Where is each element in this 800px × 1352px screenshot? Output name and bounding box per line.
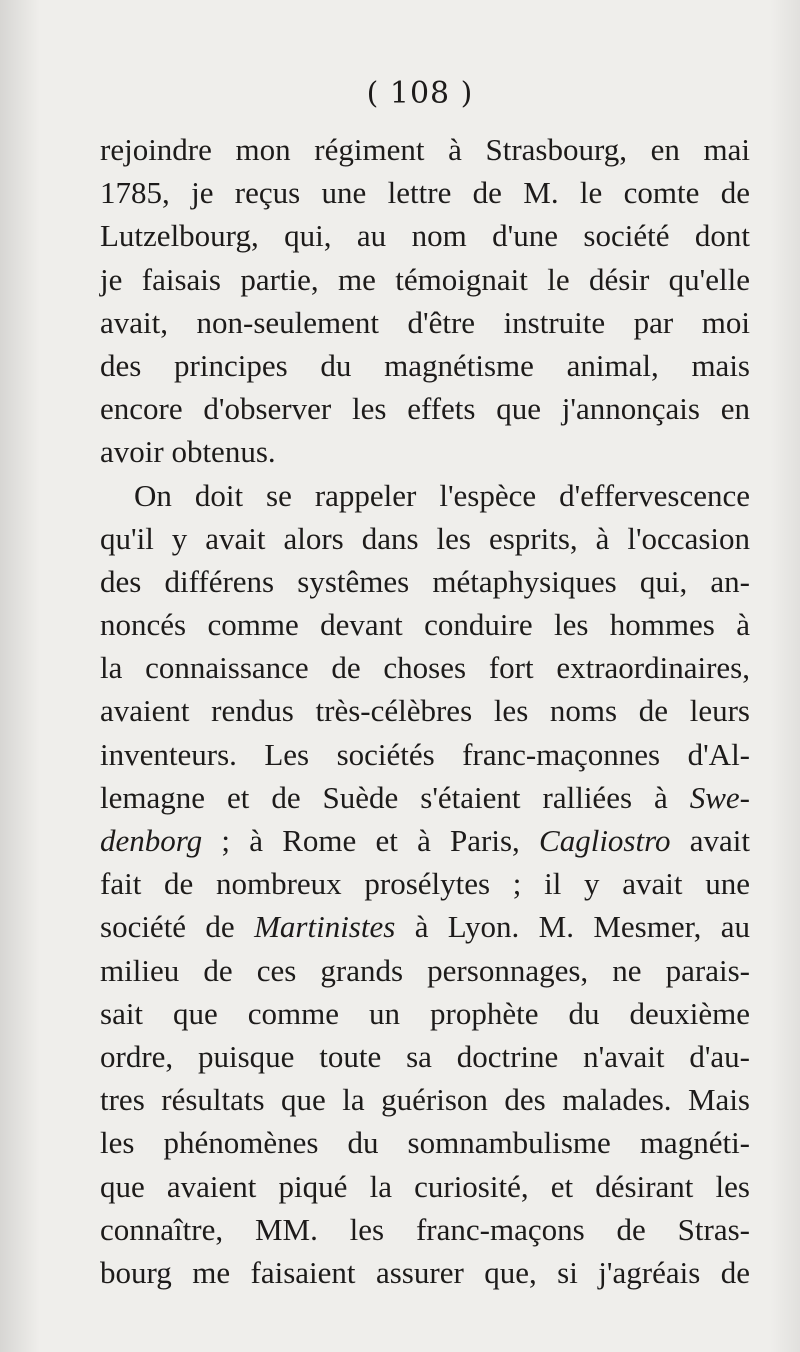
italic-name: Cagliostro	[539, 823, 671, 858]
text-line: 1785, je reçus une lettre de M. le comte de	[100, 175, 750, 211]
text-line: que avaient piqué la curiosité, et désirant les	[100, 1168, 750, 1204]
page-number: ( 108 )	[366, 76, 474, 111]
text-line: ordre, puisque toute sa doctrine n'avait d'au-	[100, 1038, 750, 1074]
text-line: fait de nombreux prosélytes ; il y avait une	[100, 866, 750, 902]
text-line: connaître, MM. les franc-maçons de Stras-	[100, 1211, 750, 1247]
body-text	[100, 128, 750, 1294]
text-line: je faisais partie, me témoignait le désir qu'elle	[100, 261, 750, 297]
text-fragment: à Lyon. M. Mesmer, au	[414, 909, 751, 945]
text-line: rejoindre mon régiment à Strasbourg, en mai	[100, 132, 750, 167]
text-line: inventeurs. Les sociétés franc-maçonnes d'Al-	[100, 736, 750, 772]
text-line: avoir obtenus.	[100, 434, 276, 470]
text-line	[100, 776, 750, 819]
text-line	[100, 905, 750, 948]
italic-name: Martinistes	[254, 909, 396, 945]
text-line: avait, non-seulement d'être instruite par moi	[100, 304, 750, 340]
text-fragment: ; à Rome et à Paris,	[221, 823, 520, 858]
italic-name: Swe-	[689, 779, 750, 815]
text-line: Lutzelbourg, qui, au nom d'une société dont	[100, 218, 750, 254]
text-line: des principes du magnétisme animal, mais	[100, 347, 750, 383]
text-line: les phénomènes du somnambulisme magnéti-	[100, 1125, 750, 1161]
text-line: On doit se rappeler l'espèce d'effervescence	[134, 477, 750, 513]
text-line: la connaissance de choses fort extraordinaires,	[100, 650, 750, 686]
text-fragment: avait	[689, 823, 750, 858]
text-line: des différens systêmes métaphysiques qui, an-	[100, 563, 750, 599]
text-line: milieu de ces grands personnages, ne parais-	[100, 952, 750, 988]
text-line: tres résultats que la guérison des malades. Mais	[100, 1082, 750, 1118]
text-line: noncés comme devant conduire les hommes à	[100, 607, 750, 643]
text-line: avaient rendus très-célèbres les noms de leurs	[100, 693, 750, 729]
text-line	[100, 819, 750, 862]
text-line: qu'il y avait alors dans les esprits, à l'occasion	[100, 520, 750, 556]
text-line: encore d'observer les effets que j'annonçais en	[100, 391, 750, 427]
text-line: sait que comme un prophète du deuxième	[100, 995, 750, 1031]
text-fragment: lemagne et de Suède s'étaient ralliées à	[100, 779, 668, 815]
italic-name: denborg	[100, 823, 203, 858]
text-fragment: société de	[100, 909, 235, 945]
text-line: bourg me faisaient assurer que, si j'agréais de	[100, 1254, 750, 1290]
